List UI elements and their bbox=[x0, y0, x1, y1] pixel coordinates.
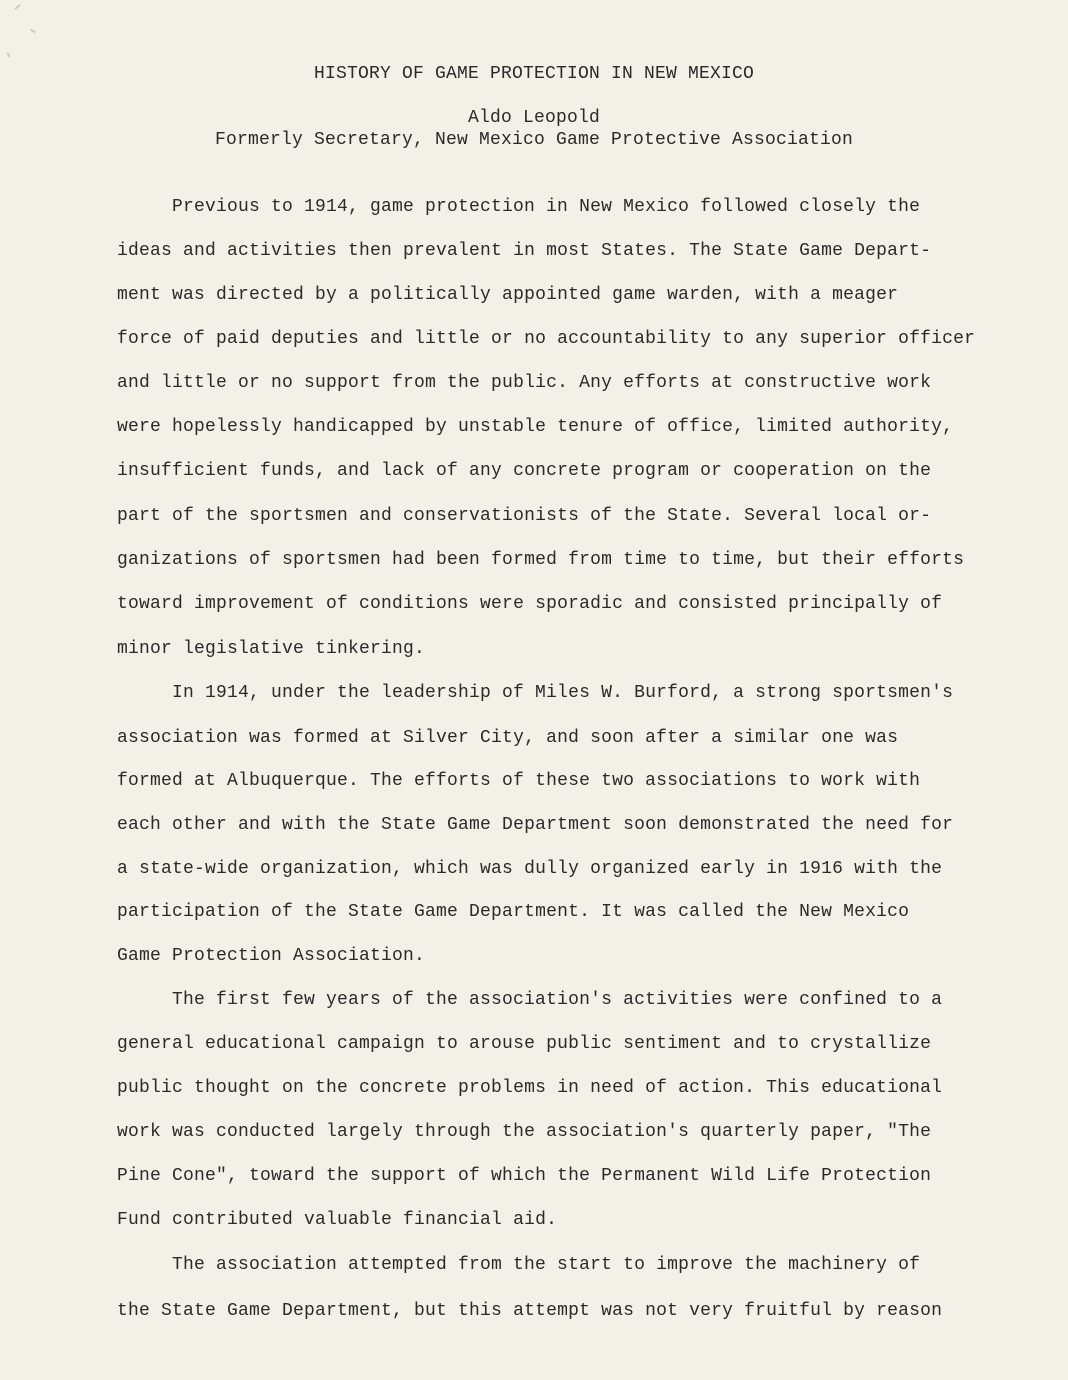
text-line: ment was directed by a politically appointed game warden, with a meager bbox=[117, 285, 899, 305]
text-line: work was conducted largely through the association's quarterly paper, "The bbox=[117, 1122, 932, 1142]
text-line: Pine Cone", toward the support of which the Permanent Wild Life Protection bbox=[117, 1166, 932, 1186]
text-line: ideas and activities then prevalent in most States. The State Game Depart- bbox=[117, 241, 932, 261]
text-line: minor legislative tinkering. bbox=[117, 639, 426, 659]
text-line: a state-wide organization, which was dully organized early in 1916 with the bbox=[117, 859, 943, 879]
corner-mark bbox=[14, 4, 21, 10]
text-line: formed at Albuquerque. The efforts of these two associations to work with bbox=[117, 771, 921, 791]
document-title: HISTORY OF GAME PROTECTION IN NEW MEXICO bbox=[313, 64, 755, 84]
text-line: Previous to 1914, game protection in New Mexico followed closely the bbox=[172, 197, 921, 217]
document-author: Aldo Leopold bbox=[467, 108, 601, 128]
text-line: the State Game Department, but this attempt was not very fruitful by reason bbox=[117, 1301, 943, 1321]
text-line: association was formed at Silver City, and soon after a similar one was bbox=[117, 728, 899, 748]
text-line: general educational campaign to arouse public sentiment and to crystallize bbox=[117, 1034, 932, 1054]
text-line: public thought on the concrete problems in need of action. This educational bbox=[117, 1078, 943, 1098]
text-line: ganizations of sportsmen had been formed from time to time, but their efforts bbox=[117, 550, 965, 570]
text-line: force of paid deputies and little or no accountability to any superior officer bbox=[117, 329, 976, 349]
text-line: and little or no support from the public. Any efforts at constructive work bbox=[117, 373, 932, 393]
text-line: toward improvement of conditions were sporadic and consisted principally of bbox=[117, 594, 943, 614]
text-line: were hopelessly handicapped by unstable tenure of office, limited authority, bbox=[117, 417, 954, 437]
text-line: The association attempted from the start to improve the machinery of bbox=[172, 1255, 921, 1275]
text-line: The first few years of the association's activities were confined to a bbox=[172, 990, 943, 1010]
text-line: participation of the State Game Department. It was called the New Mexico bbox=[117, 902, 910, 922]
text-line: Game Protection Association. bbox=[117, 946, 426, 966]
text-line: insufficient funds, and lack of any concrete program or cooperation on the bbox=[117, 461, 932, 481]
text-line: each other and with the State Game Department soon demonstrated the need for bbox=[117, 815, 954, 835]
text-line: Fund contributed valuable financial aid. bbox=[117, 1210, 558, 1230]
text-line: part of the sportsmen and conservationists of the State. Several local or- bbox=[117, 506, 932, 526]
document-affiliation: Formerly Secretary, New Mexico Game Protective Association bbox=[214, 130, 854, 150]
corner-mark bbox=[6, 52, 10, 57]
text-line: In 1914, under the leadership of Miles W. Burford, a strong sportsmen's bbox=[172, 683, 954, 703]
corner-mark bbox=[30, 29, 36, 34]
